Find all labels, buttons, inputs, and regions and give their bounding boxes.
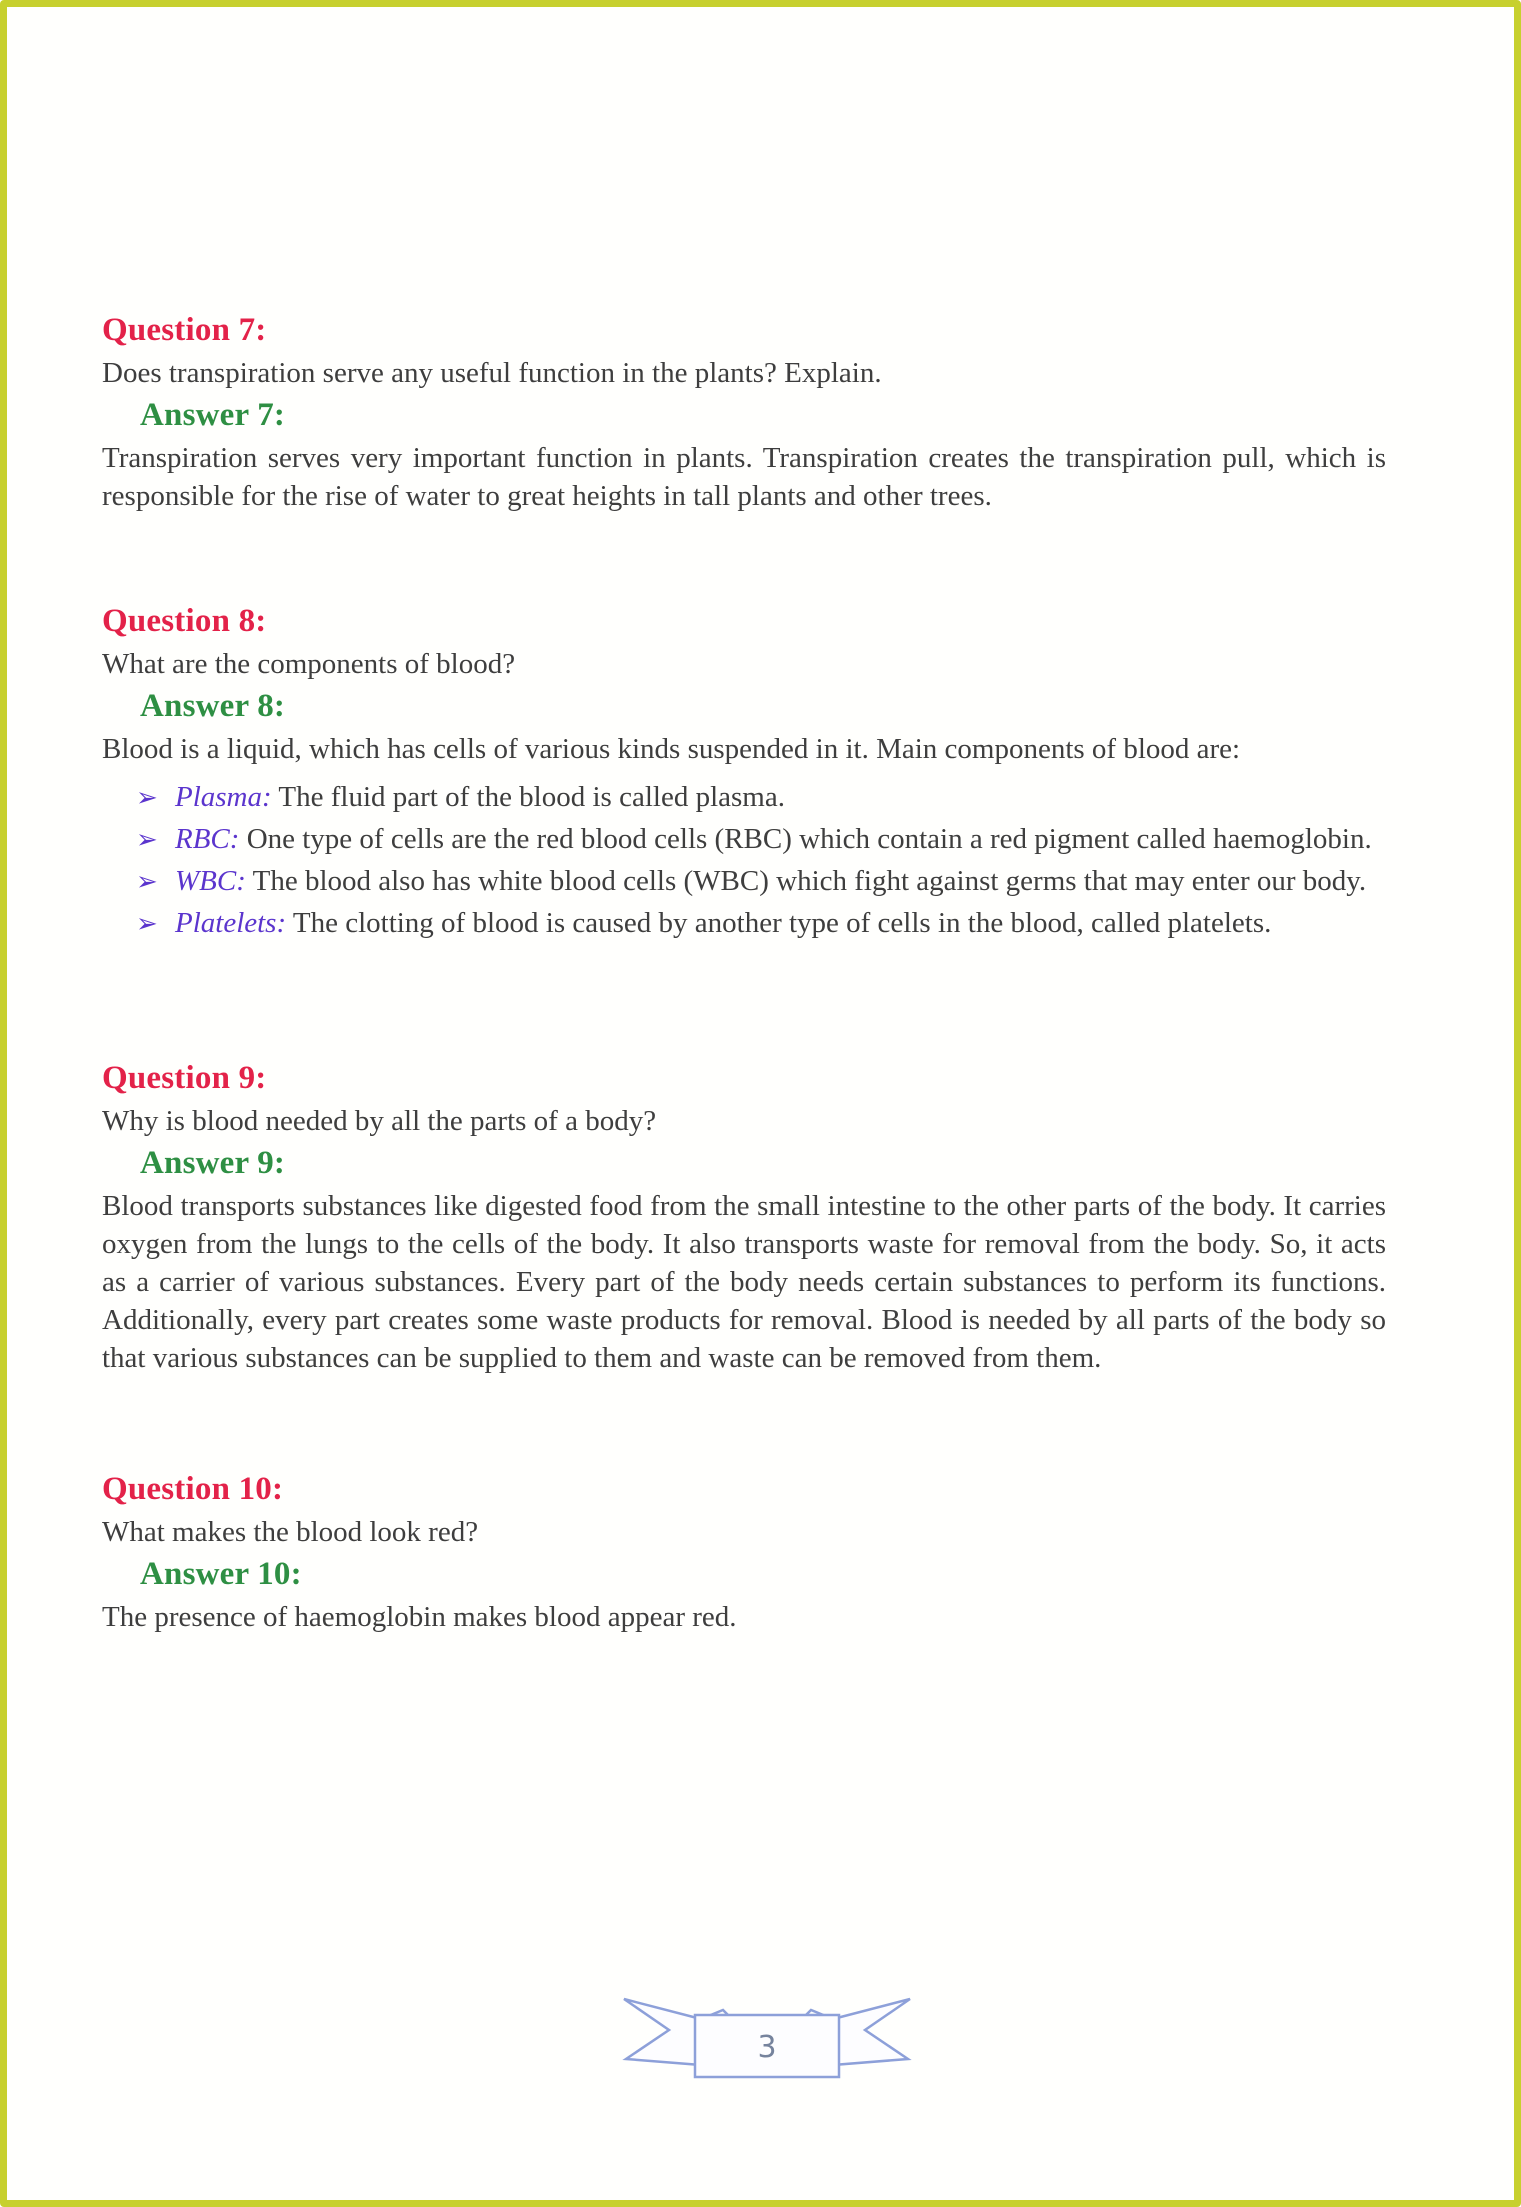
list-item [102,818,1386,860]
question-7-section [102,310,1386,515]
answer-8-heading: Answer 8: [140,688,286,724]
answer-9-heading: Answer 9: [140,1145,286,1181]
ribbon-left-wing [624,1999,701,2065]
answer-10-text: The presence of haemoglobin makes blood appear red. [102,1601,737,1633]
page-content [102,7,1386,1636]
list-item-text: One type of cells are the red blood cells (RBC) which contain a red pigment called haemoglobin. [246,823,1372,855]
question-9-section [102,1058,1386,1377]
list-item-term: RBC: [175,823,240,855]
question-8-heading: Question 8: [102,603,267,639]
list-item-text: The clotting of blood is caused by another type of cells in the blood, called platelets. [292,907,1272,939]
question-10-heading: Question 10: [102,1471,284,1507]
list-item-text: The fluid part of the blood is called plasma. [278,781,785,813]
question-7-text: Does transpiration serve any useful function in the plants? Explain. [102,357,882,389]
list-item-term: Platelets: [175,907,287,939]
arrow-bullet-icon: ➢ [136,825,158,855]
list-item [102,902,1386,944]
answer-10-heading: Answer 10: [140,1556,302,1592]
list-item-text: The blood also has white blood cells (WBC) which fight against germs that may enter our body. [252,865,1367,897]
answer-7-text: Transpiration serves very important function in plants. Transpiration creates the transpiration pull, which is responsible for the rise of water to great heights in tall plants and other trees. [102,442,1386,512]
question-9-heading: Question 9: [102,1060,267,1096]
list-item [102,776,1386,818]
page-number: 3 [757,2030,777,2065]
list-item-term: Plasma: [175,781,272,813]
list-item-term: WBC: [175,865,246,897]
page-number-ribbon [617,1992,917,2084]
answer-9-text: Blood transports substances like digested food from the small intestine to the other parts of the body. It carries oxygen from the lungs to the cells of the body. It also transports waste for removal from the body. So, it acts as a carrier of various substances. Every part of the body needs certain substances to perform its functions. Additionally, every part creates some waste products for removal. Blood is needed by all parts of the body so that various substances can be supplied to them and waste can be removed from them. [102,1190,1386,1374]
question-10-section [102,1469,1386,1636]
answer-7-heading: Answer 7: [140,397,286,433]
list-item [102,860,1386,902]
question-9-text: Why is blood needed by all the parts of a body? [102,1105,657,1137]
question-8-text: What are the components of blood? [102,648,516,680]
blood-components-list [102,776,1386,944]
arrow-bullet-icon: ➢ [136,867,158,897]
question-7-heading: Question 7: [102,312,267,348]
arrow-bullet-icon: ➢ [136,909,158,939]
question-8-section [102,601,1386,944]
answer-8-intro: Blood is a liquid, which has cells of various kinds suspended in it. Main components of blood are: [102,733,1241,765]
ribbon-right-wing [833,1999,910,2065]
arrow-bullet-icon: ➢ [136,783,158,813]
question-10-text: What makes the blood look red? [102,1516,479,1548]
